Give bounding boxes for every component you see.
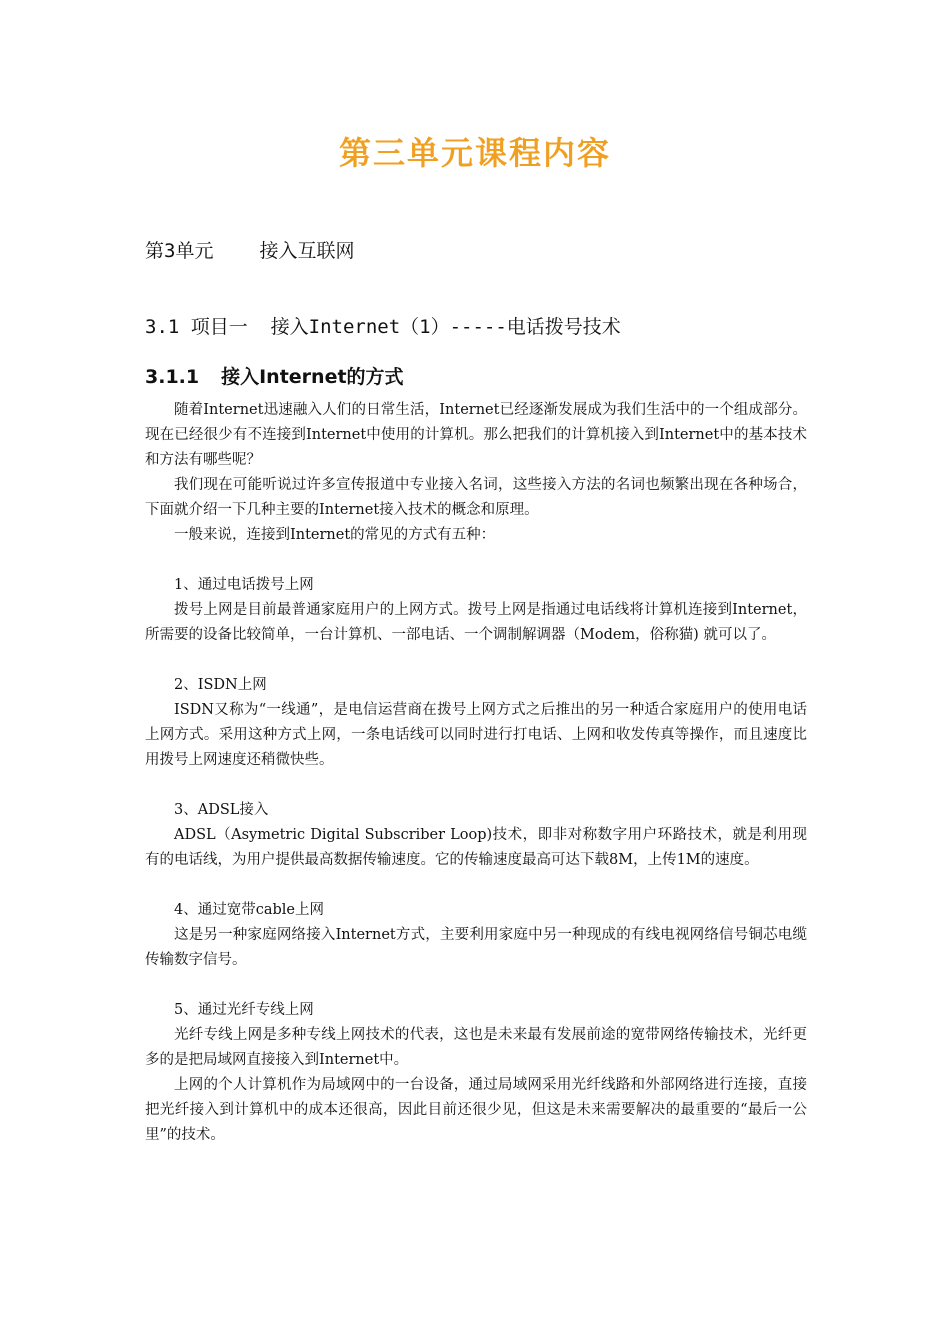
section-number: 3.1.1 [145,366,200,388]
method-paragraph: 上网的个人计算机作为局域网中的一台设备，通过局域网采用光纤线路和外部网络进行连接，直接把光纤接入到计算机中的成本还很高，因此目前还很少见，但这是未来需要解决的最重要的“最后一公里”的技术。 [145,1077,807,1143]
method-paragraph: 这是另一种家庭网络接入Internet方式，主要利用家庭中另一种现成的有线电视网络信号铜芯电缆传输数字信号。 [145,927,807,968]
project-heading: 3.1 项目一 接入Internet（1）-----电话拨号技术 [145,316,621,338]
intro-paragraph: 我们现在可能听说过许多宣传报道中专业接入名词，这些接入方法的名词也频繁出现在各种场合，下面就介绍一下几种主要的Internet接入技术的概念和原理。 [145,477,807,518]
method-paragraph: ADSL（Asymetric Digital Subscriber Loop)技术，即非对称数字用户环路技术，就是利用现有的电话线，为用户提供最高数据传输速度。它的传输速度最高可达下载8M，上传1M的速度。 [145,827,807,868]
unit-heading [145,236,354,263]
method-title-dialup: 1、通过电话拨号上网 [174,577,314,593]
unit-number: 第3单元 [145,240,214,262]
method-title-cable: 4、通过宽带cable上网 [174,902,324,918]
method-title-isdn: 2、ISDN上网 [174,677,267,693]
method-paragraph: 拨号上网是目前最普通家庭用户的上网方式。拨号上网是指通过电话线将计算机连接到Internet，所需要的设备比较简单，一台计算机、一部电话、一个调制解调器（Modem，俗称猫) 就可以了。 [145,602,807,643]
unit-name: 接入互联网 [259,240,355,262]
method-paragraph: ISDN又称为“一线通”，是电信运营商在拨号上网方式之后推出的另一种适合家庭用户的使用电话上网方式。采用这种方式上网，一条电话线可以同时进行打电话、上网和收发传真等操作，而且速度比用拨号上网速度还稍微快些。 [145,702,807,768]
section-name: 接入Internet的方式 [221,366,404,388]
method-paragraph: 光纤专线上网是多种专线上网技术的代表，这也是未来最有发展前途的宽带网络传输技术，光纤更多的是把局域网直接接入到Internet中。 [145,1027,807,1068]
intro-paragraph: 随着Internet迅速融入人们的日常生活，Internet已经逐渐发展成为我们生活中的一个组成部分。现在已经很少有不连接到Internet中使用的计算机。那么把我们的计算机接入到Internet中的基本技术和方法有哪些呢？ [145,402,807,468]
intro-paragraph: 一般来说，连接到Internet的常见的方式有五种： [174,527,496,543]
method-title-fiber: 5、通过光纤专线上网 [174,1002,314,1018]
section-heading [145,362,404,389]
body-text [145,398,807,1148]
method-title-adsl: 3、ADSL接入 [174,802,269,818]
page-title: 第三单元课程内容 [338,134,611,172]
